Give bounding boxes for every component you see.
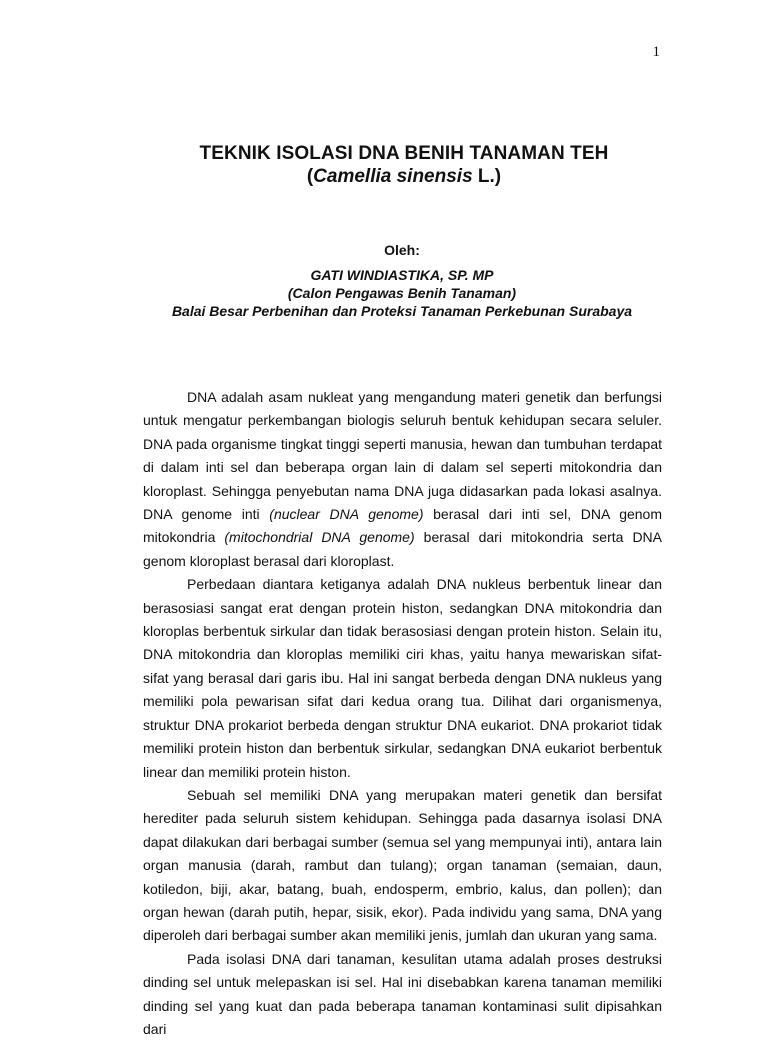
paragraph-4: Pada isolasi DNA dari tanaman, kesulitan utama adalah proses destruksi dinding sel untuk melepaskan isi sel. Hal ini disebabkan karena tanaman memiliki dinding sel yang kuat dan pada beberapa tanaman kontaminasi sulit dipisahkan dari [143, 950, 662, 1037]
paragraph-1-part-c: berasal dari mitokondria serta DNA genom kloroplast berasal dari kloroplast. [143, 529, 663, 569]
title-open-paren: ( [306, 166, 314, 187]
species-name: Camellia sinensis [313, 166, 473, 187]
author-name: GATI WINDIASTIKA, SP. MP [310, 267, 494, 283]
author-institution: Balai Besar Perbenihan dan Proteksi Tanaman Perkebunan Surabaya [171, 303, 633, 319]
paragraph-3: Sebuah sel memiliki DNA yang merupakan materi genetik dan bersifat herediter pada seluruh sistem kehidupan. Sehingga pada dasarnya isolasi DNA dapat dilakukan dari berbagai sumber (semua sel yang mempunyai inti), antara lain organ manusia (darah, rambut dan tulang); organ tanaman (semaian, daun, kotiledon, biji, akar, batang, buah, endosperm, embrio, kalus, dan pollen); dan organ hewan (darah putih, hepar, sisik, ekor). Pada individu yang sama, DNA yang diperoleh dari berbagai sumber akan memiliki jenis, jumlah dan ukuran yang sama. [143, 786, 662, 944]
document-title [0, 142, 768, 188]
title-close-paren: L.) [472, 166, 502, 187]
paragraph-1-part-b: berasal dari inti sel, DNA genom mitokondria [143, 506, 663, 546]
paragraph-1-part-a: DNA adalah asam nukleat yang mengandung materi genetik dan berfungsi untuk mengatur perkembangan biologis seluruh bentuk kehidupan secara seluler. DNA pada organisme tingkat tinggi seperti manusia, hewan dan tumbuhan terdapat di dalam inti sel dan beberapa organ lain di dalam sel seperti mitokondria dan kloroplast. Sehingga penyebutan nama DNA juga didasarkan pada lokasi asalnya. DNA genome inti [143, 389, 662, 523]
body-text [143, 386, 662, 1041]
paragraph-1 [143, 386, 662, 573]
paragraph-1-italic-mitochondrial: (mitochondrial DNA genome) [224, 529, 415, 546]
paragraph-2: Perbedaan diantara ketiganya adalah DNA nukleus berbentuk linear dan berasosiasi sangat erat dengan protein histon, sedangkan DNA mitokondria dan kloroplas berbentuk sirkular dan tidak berasosiasi dengan protein histon. Selain itu, DNA mitokondria dan kloroplas memiliki ciri khas, yaitu hanya mewariskan sifat-sifat yang berasal dari garis ibu. Hal ini sangat berbeda dengan DNA nukleus yang memiliki pola pewarisan sifat dari kedua orang tua. Dilihat dari organismenya, struktur DNA prokariot berbeda dengan struktur DNA eukariot. DNA prokariot tidak memiliki protein histon dan berbentuk sirkular, sedangkan DNA eukariot berbentuk linear dan memiliki protein histon. [143, 576, 662, 780]
title-species [0, 165, 768, 188]
title-main: TEKNIK ISOLASI DNA BENIH TANAMAN TEH [199, 143, 609, 164]
paragraph-1-italic-nuclear: (nuclear DNA genome) [269, 506, 424, 523]
byline [0, 240, 768, 320]
byline-label: Oleh: [384, 242, 420, 258]
author-position: (Calon Pengawas Benih Tanaman) [287, 285, 517, 301]
page-number: 1 [652, 44, 660, 60]
